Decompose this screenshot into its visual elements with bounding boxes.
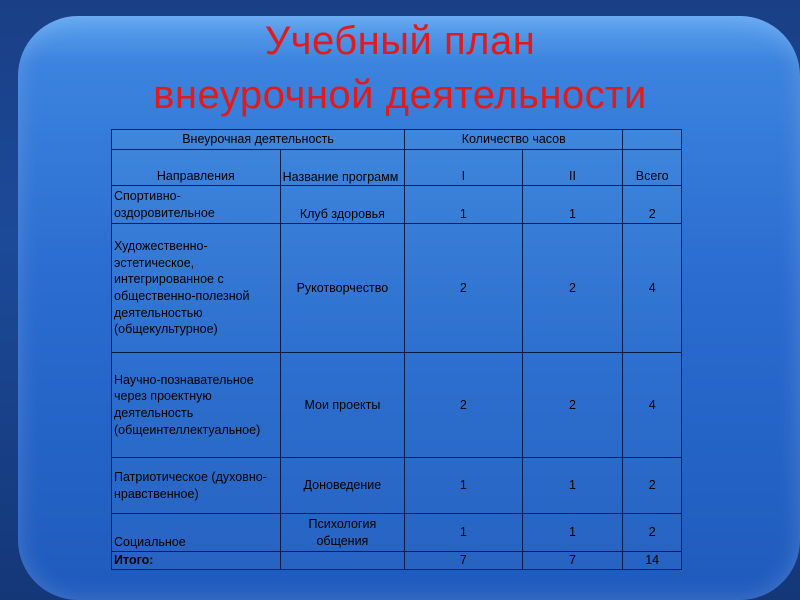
row-program: Психология общения bbox=[280, 514, 404, 552]
total-total: 14 bbox=[623, 552, 682, 570]
header-activity: Внеурочная деятельность bbox=[112, 130, 405, 150]
header-total: Всего bbox=[623, 150, 682, 186]
row-grade-1: 1 bbox=[405, 186, 523, 224]
row-grade-2: 1 bbox=[522, 186, 623, 224]
row-direction: Социальное bbox=[112, 514, 281, 552]
row-total: 4 bbox=[623, 353, 682, 458]
header-hours: Количество часов bbox=[405, 130, 623, 150]
row-grade-1: 2 bbox=[405, 224, 523, 353]
table-header-row-1 bbox=[112, 130, 682, 150]
header-grade-2: II bbox=[522, 150, 623, 186]
table-header-row-2 bbox=[112, 150, 682, 186]
table-row bbox=[112, 514, 682, 552]
table-total-row bbox=[112, 552, 682, 570]
total-grade-1: 7 bbox=[405, 552, 523, 570]
table-row bbox=[112, 458, 682, 514]
row-grade-2: 2 bbox=[522, 353, 623, 458]
total-label: Итого: bbox=[112, 552, 281, 570]
row-grade-2: 1 bbox=[522, 458, 623, 514]
table-row bbox=[112, 224, 682, 353]
row-direction: Спортивно-оздоровительное bbox=[112, 186, 281, 224]
curriculum-table bbox=[111, 129, 682, 570]
row-total: 2 bbox=[623, 514, 682, 552]
row-direction: Научно-познавательное через проектную деятельность (общеинтеллектуальное) bbox=[112, 353, 281, 458]
table-row bbox=[112, 186, 682, 224]
total-grade-2: 7 bbox=[522, 552, 623, 570]
row-program: Клуб здоровья bbox=[280, 186, 404, 224]
header-program-name: Название программ bbox=[280, 150, 404, 186]
row-total: 2 bbox=[623, 186, 682, 224]
slide-title-line-1: Учебный план bbox=[264, 19, 536, 63]
row-grade-2: 1 bbox=[522, 514, 623, 552]
slide-title-line-2: внеурочной деятельности bbox=[153, 73, 647, 117]
row-grade-1: 2 bbox=[405, 353, 523, 458]
header-empty bbox=[623, 130, 682, 150]
header-direction: Направления bbox=[112, 150, 281, 186]
row-program: Доноведение bbox=[280, 458, 404, 514]
total-program bbox=[280, 552, 404, 570]
row-direction: Патриотическое (духовно-нравственное) bbox=[112, 458, 281, 514]
row-total: 2 bbox=[623, 458, 682, 514]
row-program: Мои проекты bbox=[280, 353, 404, 458]
row-direction: Художественно-эстетическое, интегрированное с общественно-полезной деятельностью (общекультурное) bbox=[112, 224, 281, 353]
row-grade-1: 1 bbox=[405, 458, 523, 514]
row-program: Рукотворчество bbox=[280, 224, 404, 353]
header-grade-1: I bbox=[405, 150, 523, 186]
row-grade-2: 2 bbox=[522, 224, 623, 353]
row-grade-1: 1 bbox=[405, 514, 523, 552]
table-row bbox=[112, 353, 682, 458]
row-total: 4 bbox=[623, 224, 682, 353]
